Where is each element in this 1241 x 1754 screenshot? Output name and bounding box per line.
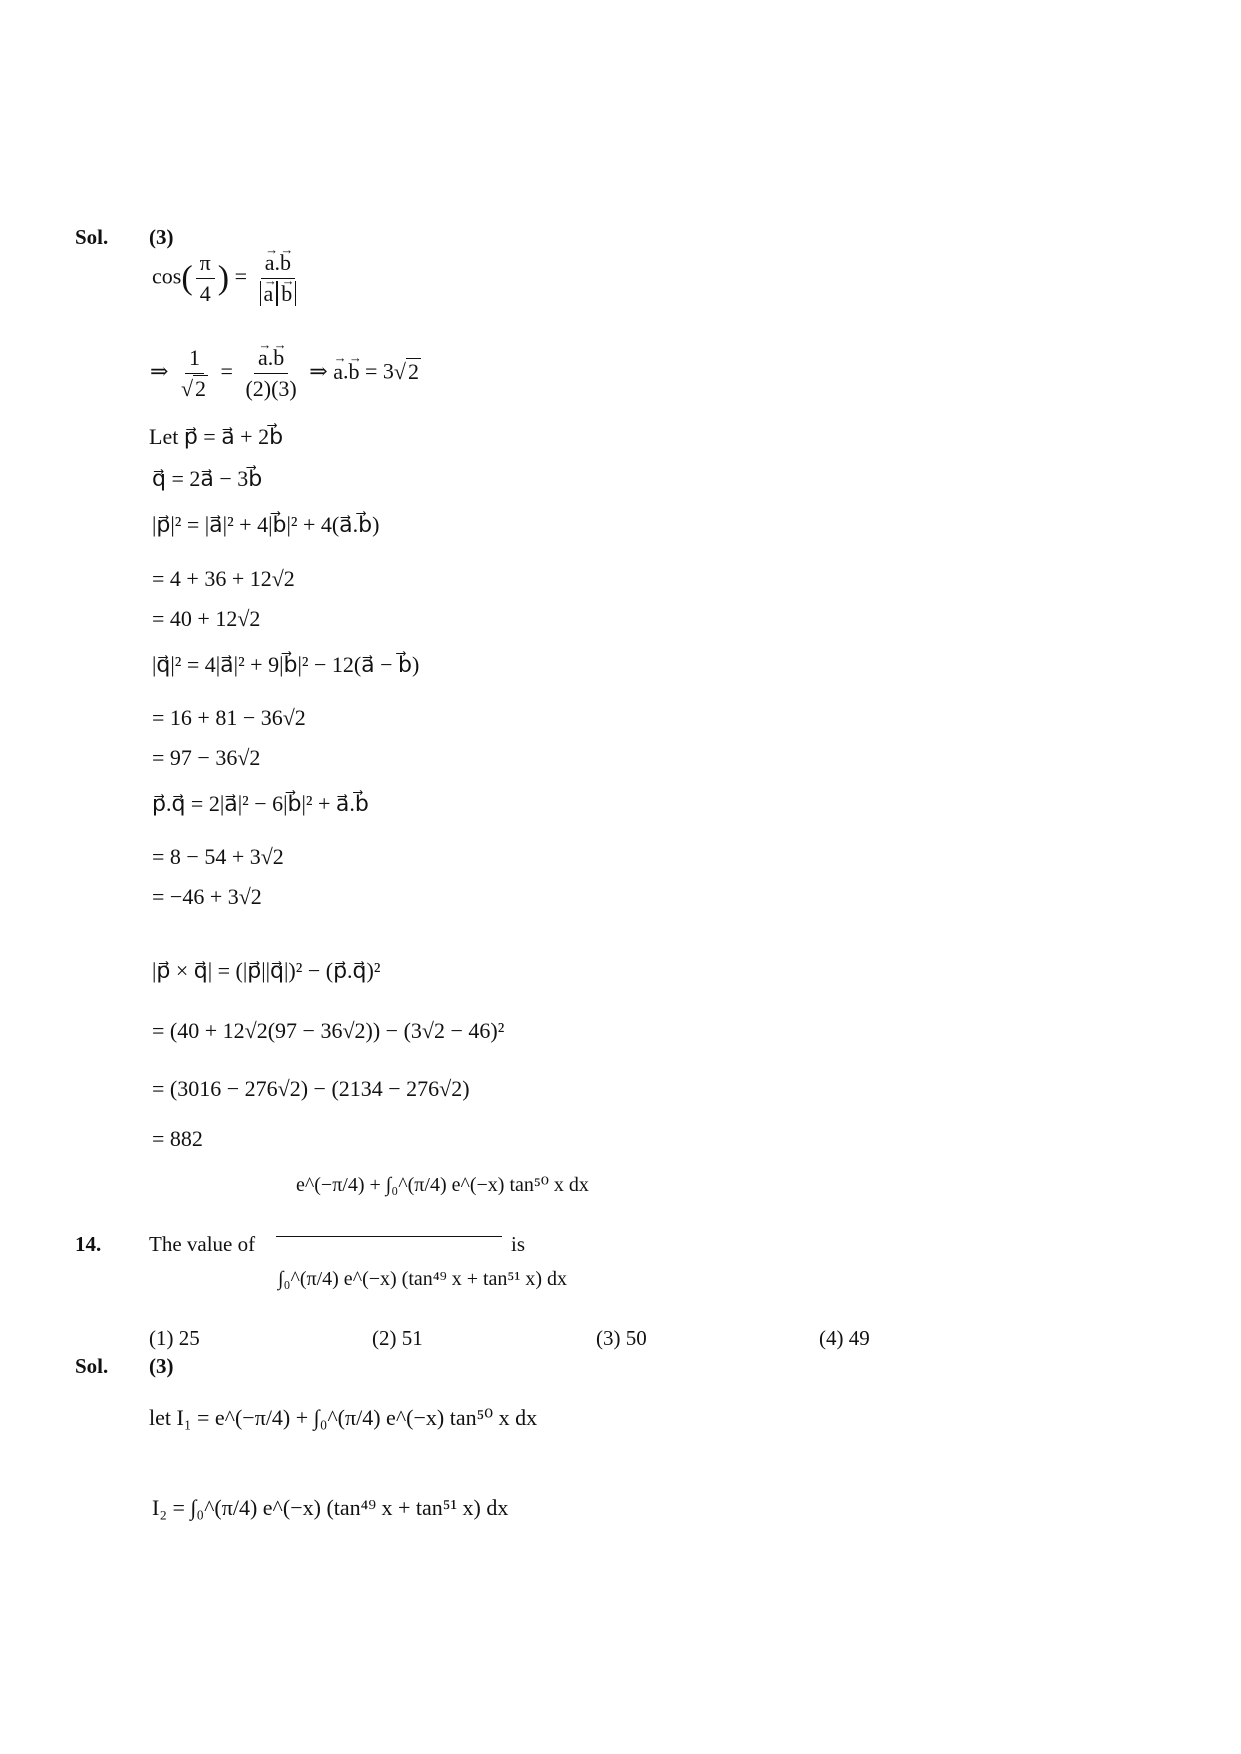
- question-tail: is: [511, 1232, 526, 1256]
- step-dot-product: ⇒ $\frac{1}{√2}$ = → $\frac{a.\to b}{(2)(3)}$ ⇒ → a.→ b = 3√2: [150, 345, 421, 402]
- step-pq-dot: p⃗.q⃗ = 2|a⃗|² − 6|b⃗|² + a⃗.b⃗: [152, 791, 369, 816]
- question-number: 14.: [75, 1232, 102, 1256]
- question-denominator: ∫₀^(π/4) e^(−x) (tan⁴⁹ x + tan⁵¹ x) dx: [278, 1268, 568, 1290]
- step-let-p: Let p⃗ = a⃗ + 2b⃗: [149, 424, 284, 449]
- solution-label: Sol.: [75, 225, 109, 249]
- step-p-result: = 40 + 12√2: [152, 606, 261, 631]
- option-1: (1) 25: [149, 1326, 200, 1350]
- step-def-q: q⃗ = 2a⃗ − 3b⃗: [152, 466, 263, 491]
- step-def-I2: I₂ = ∫₀^(π/4) e^(−x) (tan⁴⁹ x + tan⁵¹ x) dx: [152, 1495, 509, 1520]
- option-2: (2) 51: [372, 1326, 423, 1350]
- step-pq-sum: = 8 − 54 + 3√2: [152, 844, 284, 869]
- option-3: (3) 50: [596, 1326, 647, 1350]
- step-cross-formula: |p⃗ × q⃗| = (|p⃗||q⃗|)² − (p⃗.q⃗)²: [152, 958, 381, 983]
- step-cos-formula: cos( $\frac{\pi}{4}$ ) = → a.→ b → a→ b: [152, 250, 303, 307]
- solution-answer-2: (3): [149, 1354, 174, 1378]
- step-p-squared: |p⃗|² = |a⃗|² + 4|b⃗|² + 4(a⃗.b⃗): [152, 512, 380, 537]
- step-q-sum: = 16 + 81 − 36√2: [152, 705, 306, 730]
- question-numerator: e^(−π/4) + ∫₀^(π/4) e^(−x) tan⁵⁰ x dx: [296, 1174, 589, 1196]
- step-q-squared: |q⃗|² = 4|a⃗|² + 9|b⃗|² − 12(a⃗ − b⃗): [152, 652, 420, 677]
- step-p-sum: = 4 + 36 + 12√2: [152, 566, 295, 591]
- fraction-bar: [276, 1236, 502, 1237]
- step-final-result: = 882: [152, 1126, 203, 1151]
- step-let-I1: let I₁ = e^(−π/4) + ∫₀^(π/4) e^(−x) tan⁵⁰ x dx: [149, 1405, 538, 1430]
- option-4: (4) 49: [819, 1326, 870, 1350]
- step-cross-expand: = (3016 − 276√2) − (2134 − 276√2): [152, 1076, 470, 1101]
- solution-answer: (3): [149, 225, 174, 249]
- step-q-result: = 97 − 36√2: [152, 745, 261, 770]
- step-cross-substitute: = (40 + 12√2(97 − 36√2)) − (3√2 − 46)²: [152, 1018, 505, 1043]
- question-lead: The value of: [149, 1232, 256, 1256]
- step-pq-result: = −46 + 3√2: [152, 884, 262, 909]
- solution-label-2: Sol.: [75, 1354, 109, 1378]
